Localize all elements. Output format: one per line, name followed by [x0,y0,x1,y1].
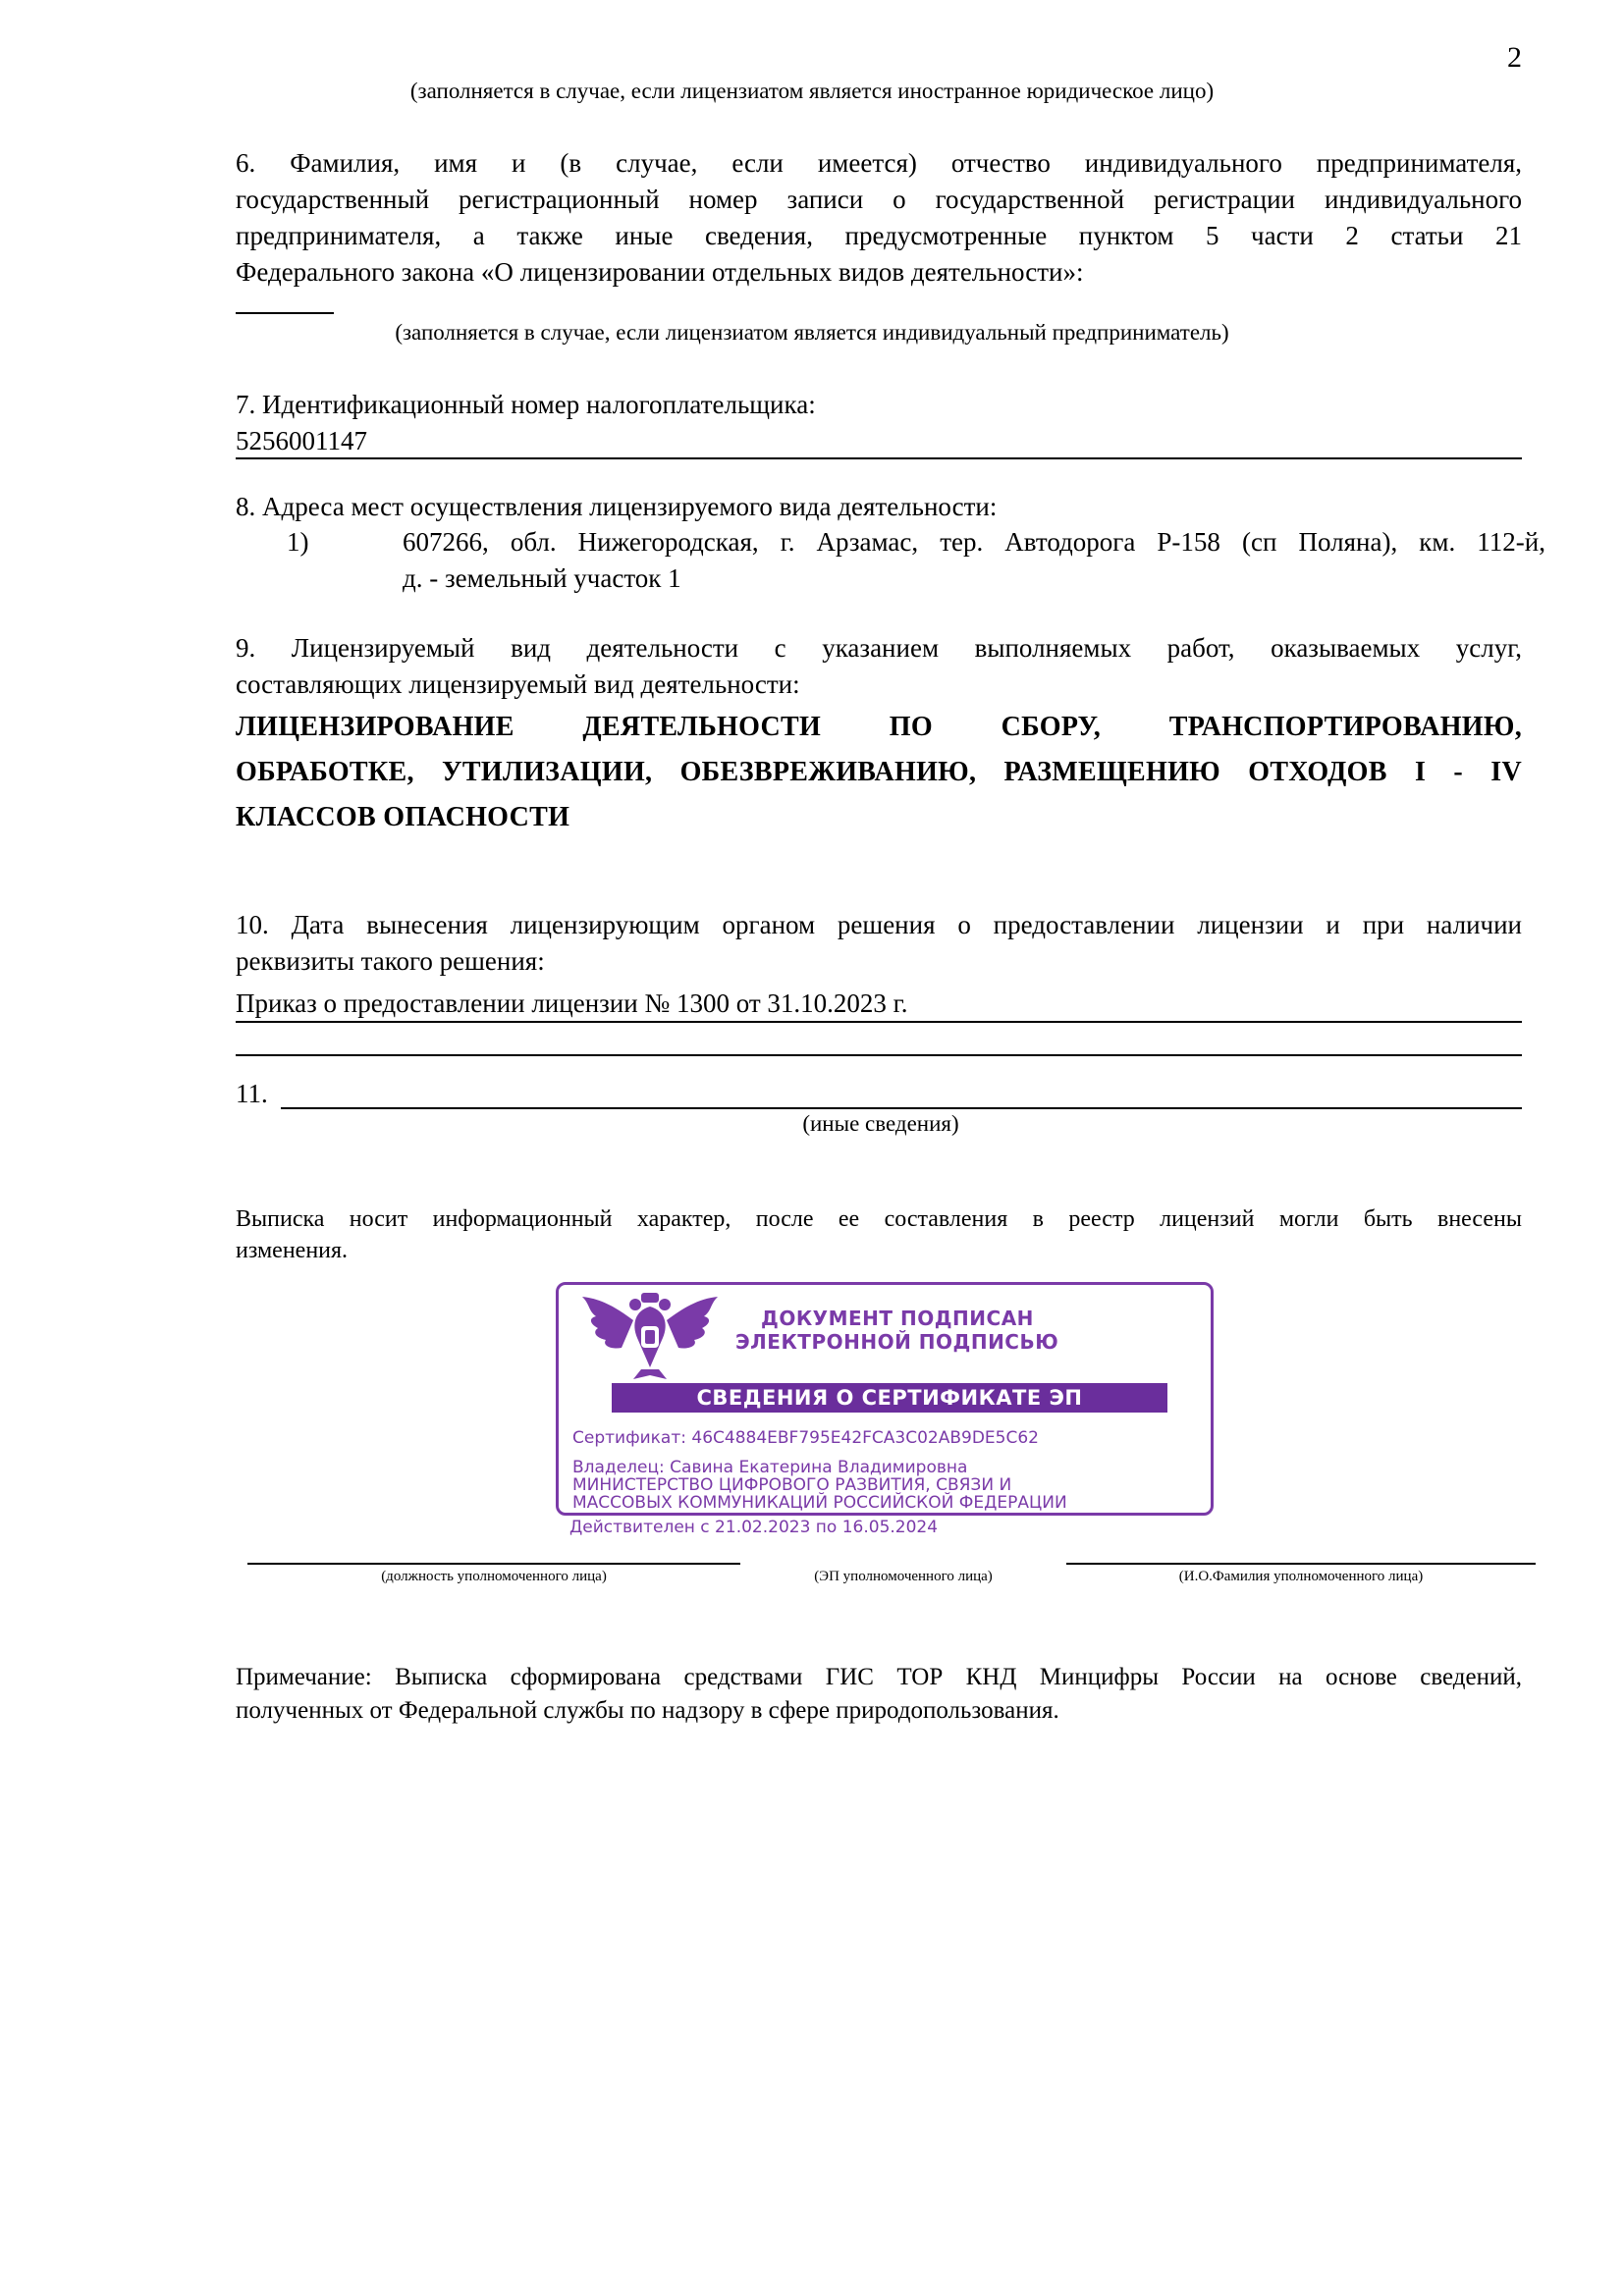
stamp-title-2: ЭЛЕКТРОННОЙ ПОДПИСЬЮ [735,1330,1059,1354]
disclaimer [236,1203,1522,1266]
address-item [403,524,1545,597]
position-signature-line [247,1563,740,1565]
decision-value: Приказ о предоставлении лицензии № 1300 от 31.10.2023 г. [236,988,908,1018]
name-caption: (И.О.Фамилия уполномоченного лица) [1178,1569,1424,1584]
section-9-line-2: составляющих лицензируемый вид деятельности: [236,669,800,699]
activity-line-1: ЛИЦЕНЗИРОВАНИЕ ДЕЯТЕЛЬНОСТИ ПО СБОРУ, ТРАНСПОРТИРОВАНИЮ, [236,712,1522,742]
stamp-certificate: Сертификат: 46C4884EBF795E42FCA3C02AB9DE5C62 [572,1428,1039,1448]
section-6-blank-line [236,312,334,314]
foreign-entity-note: (заполняется в случае, если лицензиатом является иностранное юридическое лицо) [409,79,1215,103]
e-signature-stamp [556,1282,1214,1516]
licensed-activity [236,705,1522,840]
section-6 [236,145,1522,291]
section-6-line-1: 6. Фамилия, имя и (в случае, если имеется) отчество индивидуального предпринимателя, [236,148,1522,178]
address-line-2: д. - земельный участок 1 [403,563,681,593]
activity-line-2: ОБРАБОТКЕ, УТИЛИЗАЦИИ, ОБЕЗВРЕЖИВАНИЮ, РАЗМЕЩЕНИЮ ОТХОДОВ I - IV [236,757,1522,787]
footnote-line-2: полученных от Федеральной службы по надзору в сфере природопользования. [236,1697,1059,1724]
section-8-label: 8. Адреса мест осуществления лицензируемого вида деятельности: [236,492,998,521]
section-11-line [281,1107,1522,1109]
decision-field [236,986,1522,1023]
ip-note: (заполняется в случае, если лицензиатом является индивидуальный предприниматель) [395,320,1229,345]
disclaimer-line-2: изменения. [236,1238,349,1263]
section-6-line-4: Федерального закона «О лицензировании отдельных видов деятельности»: [236,257,1084,287]
section-10 [236,907,1522,980]
activity-line-3: КЛАССОВ ОПАСНОСТИ [236,802,570,832]
inn-field [236,423,1522,459]
stamp-owner: Владелец: Савина Екатерина Владимировна [572,1458,968,1477]
section-7-label: 7. Идентификационный номер налогоплательщика: [236,390,816,419]
footnote-line-1: Примечание: Выписка сформирована средствами ГИС ТОР КНД Минцифры России на основе сведений, [236,1664,1522,1690]
stamp-title-1: ДОКУМЕНТ ПОДПИСАН [761,1307,1034,1330]
address-line-1: 607266, обл. Нижегородская, г. Арзамас, тер. Автодорога Р-158 (сп Поляна), км. 112-й, [403,527,1545,557]
ep-caption: (ЭП уполномоченного лица) [814,1569,993,1584]
page-number: 2 [1507,41,1522,74]
address-item-number: 1) [287,527,309,557]
section-10-line-2: реквизиты такого решения: [236,946,545,976]
section-9-line-1: 9. Лицензируемый вид деятельности с указанием выполняемых работ, оказываемых услуг, [236,633,1522,663]
stamp-validity: Действителен с 21.02.2023 по 16.05.2024 [569,1518,939,1537]
inn-value: 5256001147 [236,426,367,455]
stamp-certificate-bar: СВЕДЕНИЯ О СЕРТИФИКАТЕ ЭП [612,1383,1167,1413]
disclaimer-line-1: Выписка носит информационный характер, после ее составления в реестр лицензий могли быть внесены [236,1206,1522,1232]
section-6-line-3: предпринимателя, а также иные сведения, предусмотренные пунктом 5 части 2 статьи 21 [236,221,1522,250]
section-9 [236,630,1522,703]
section-11-number: 11. [236,1079,268,1108]
stamp-org-line-2: МАССОВЫХ КОММУНИКАЦИЙ РОССИЙСКОЙ ФЕДЕРАЦИИ [572,1493,1067,1513]
section-10-line-1: 10. Дата вынесения лицензирующим органом решения о предоставлении лицензии и при наличии [236,910,1522,939]
eagle-emblem-icon [576,1291,724,1381]
position-caption: (должность уполномоченного лица) [381,1569,607,1584]
section-6-line-2: государственный регистрационный номер записи о государственной регистрации индивидуального [236,185,1522,214]
name-signature-line [1066,1563,1536,1565]
footnote [236,1661,1522,1728]
decision-extra-line [236,1054,1522,1056]
section-11-caption: (иные сведения) [802,1111,959,1136]
stamp-org-line-1: МИНИСТЕРСТВО ЦИФРОВОГО РАЗВИТИЯ, СВЯЗИ И [572,1475,1012,1495]
